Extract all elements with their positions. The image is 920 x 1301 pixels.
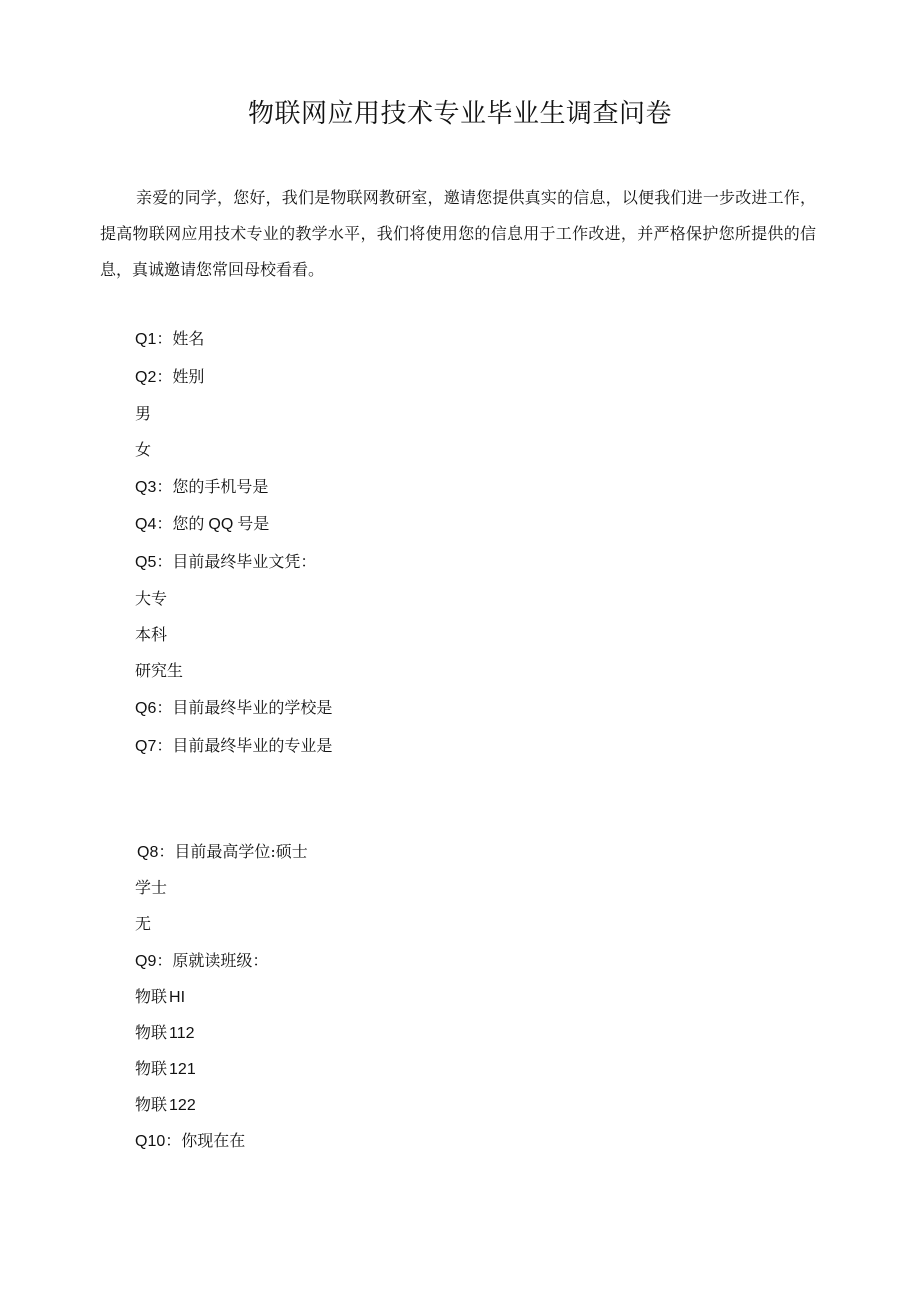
intro-paragraph: 亲爱的同学，您好，我们是物联网教研室，邀请您提供真实的信息，以便我们进一步改进工作，提高物联网应用技术专业的教学水平，我们将使用您的信息用于工作改进，并严格保护您所提供的信息，真诚邀请您常回母校看看。 bbox=[100, 188, 816, 279]
class-prefix: 物联 bbox=[135, 1059, 168, 1078]
option-class-hi bbox=[135, 986, 185, 1009]
question-1 bbox=[135, 328, 204, 351]
question-number: Q10： bbox=[135, 1133, 182, 1150]
question-6 bbox=[135, 697, 332, 720]
question-text: 目前最终毕业文凭： bbox=[172, 552, 317, 571]
class-code: HI bbox=[169, 989, 186, 1006]
option-male: 男 bbox=[135, 404, 152, 423]
question-number: Q5： bbox=[135, 554, 173, 571]
question-number: Q1： bbox=[135, 331, 173, 348]
class-prefix: 物联 bbox=[135, 1023, 168, 1042]
question-text: 号是 bbox=[237, 514, 270, 533]
option-bachelor-degree: 学士 bbox=[135, 878, 168, 897]
option-no-degree: 无 bbox=[135, 914, 152, 933]
option-postgraduate: 研究生 bbox=[135, 661, 184, 680]
question-number: Q8： bbox=[137, 844, 175, 861]
question-number: Q4： bbox=[135, 516, 173, 533]
question-2 bbox=[135, 366, 204, 389]
question-text: 姓名 bbox=[172, 329, 205, 348]
question-5 bbox=[135, 551, 316, 574]
question-8 bbox=[137, 841, 308, 864]
question-7 bbox=[135, 735, 332, 758]
option-bachelor: 本科 bbox=[135, 625, 168, 644]
question-10 bbox=[135, 1130, 245, 1153]
question-text: 目前最高学位:硕士 bbox=[174, 842, 308, 861]
question-text: 您的 bbox=[172, 514, 205, 533]
question-text: 原就读班级： bbox=[172, 951, 269, 970]
question-text: 您的手机号是 bbox=[172, 477, 269, 496]
class-code: 121 bbox=[169, 1061, 196, 1078]
question-text: 目前最终毕业的专业是 bbox=[172, 736, 333, 755]
question-9 bbox=[135, 950, 268, 973]
question-text: 你现在在 bbox=[181, 1131, 246, 1150]
question-number: Q9： bbox=[135, 953, 173, 970]
option-female: 女 bbox=[135, 440, 152, 459]
question-text: 目前最终毕业的学校是 bbox=[172, 698, 333, 717]
question-number: Q6： bbox=[135, 700, 173, 717]
class-code: 112 bbox=[169, 1025, 195, 1042]
question-text: 姓别 bbox=[172, 367, 205, 386]
question-text-qq: QQ bbox=[208, 516, 234, 533]
option-class-112 bbox=[135, 1022, 195, 1045]
option-junior-college: 大专 bbox=[135, 589, 168, 608]
question-3 bbox=[135, 476, 268, 499]
class-prefix: 物联 bbox=[135, 1095, 168, 1114]
question-number: Q3： bbox=[135, 479, 173, 496]
class-code: 122 bbox=[169, 1097, 196, 1114]
question-4 bbox=[135, 513, 269, 536]
option-class-122 bbox=[135, 1094, 196, 1117]
question-number: Q2： bbox=[135, 369, 173, 386]
option-class-121 bbox=[135, 1058, 196, 1081]
question-number: Q7： bbox=[135, 738, 173, 755]
class-prefix: 物联 bbox=[135, 987, 168, 1006]
document-title: 物联网应用技术专业毕业生调查问卷 bbox=[247, 99, 672, 129]
